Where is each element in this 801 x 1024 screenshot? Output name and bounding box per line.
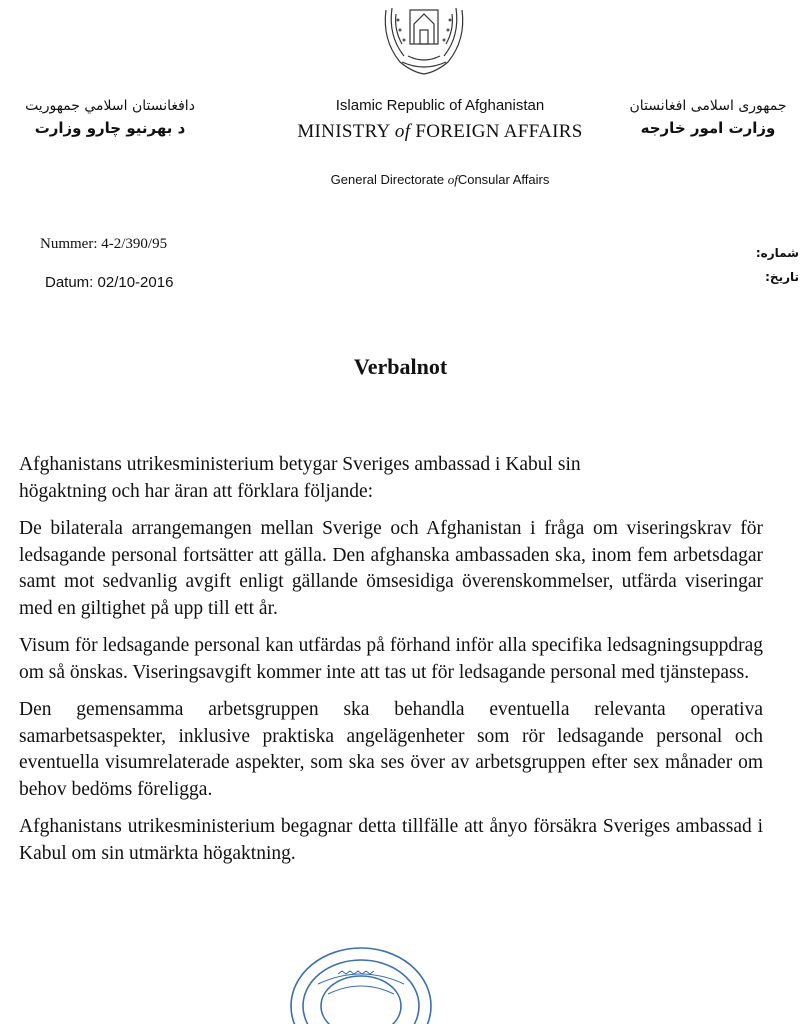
dari-ministry-name: وزارت امور خارجه xyxy=(640,119,776,137)
directorate-line: General Directorate ofConsular Affairs xyxy=(330,172,550,187)
english-country-name: Islamic Republic of Afghanistan xyxy=(335,97,545,114)
document-date: Datum: 02/10-2016 xyxy=(45,274,174,291)
header-dari xyxy=(618,96,798,140)
paragraph-2: De bilaterala arrangemangen mellan Sverige och Afghanistan i fråga om viseringskrav för ledsagande personal fortsätter att gälla. Den afghanska ambassaden ska, inom fem arbetsdagar samt mot sedvanlig avgift enligt gällande ömsesidiga överenskommelser, utfärda viseringar med en giltighet på upp till ett år. xyxy=(19,518,763,619)
header-pashto xyxy=(10,96,210,140)
national-emblem-icon xyxy=(378,0,470,76)
pashto-ministry-name: د بهرنيو چارو وزارت xyxy=(34,119,186,137)
paragraph-5: Afghanistans utrikesministerium begagnar detta tillfälle att ånyo försäkra Sveriges ambassad i Kabul om sin utmärkta högaktning. xyxy=(19,816,763,864)
ministry-stamp-icon xyxy=(288,944,434,1024)
paragraph-1: Afghanistans utrikesministerium betygar Sveriges ambassad i Kabul sin högaktning och har äran att förklara följande: xyxy=(19,454,581,502)
document-title: Verbalnot xyxy=(353,354,448,379)
header-english xyxy=(270,96,610,148)
dari-country-name: جمهوری اسلامی افغانستان xyxy=(629,98,787,114)
english-ministry-name: MINISTRY of FOREIGN AFFAIRS xyxy=(297,121,583,142)
number-label-rtl: شماره: xyxy=(755,246,799,260)
paragraph-4: Den gemensamma arbetsgruppen ska behandla eventuella relevanta operativa samarbetsaspekter, inklusive praktiska angelägenheter som rör ledsagande personal och eventuella visumrelaterade aspekter, som ska ses över av arbetsgruppen efter sex månader om behov bedöms föreligga. xyxy=(19,699,763,800)
date-label-rtl: تاریخ: xyxy=(765,270,799,284)
pashto-country-name: دافغانستان اسلامي جمهوريت xyxy=(25,98,195,114)
document-body xyxy=(19,452,763,878)
reference-number: Nummer: 4-2/390/95 xyxy=(40,236,168,252)
paragraph-3: Visum för ledsagande personal kan utfärdas på förhand inför alla specifika ledsagningsuppdrag om så önskas. Viseringsavgift kommer inte att tas ut för ledsagande personal med tjänstepass. xyxy=(19,635,763,683)
